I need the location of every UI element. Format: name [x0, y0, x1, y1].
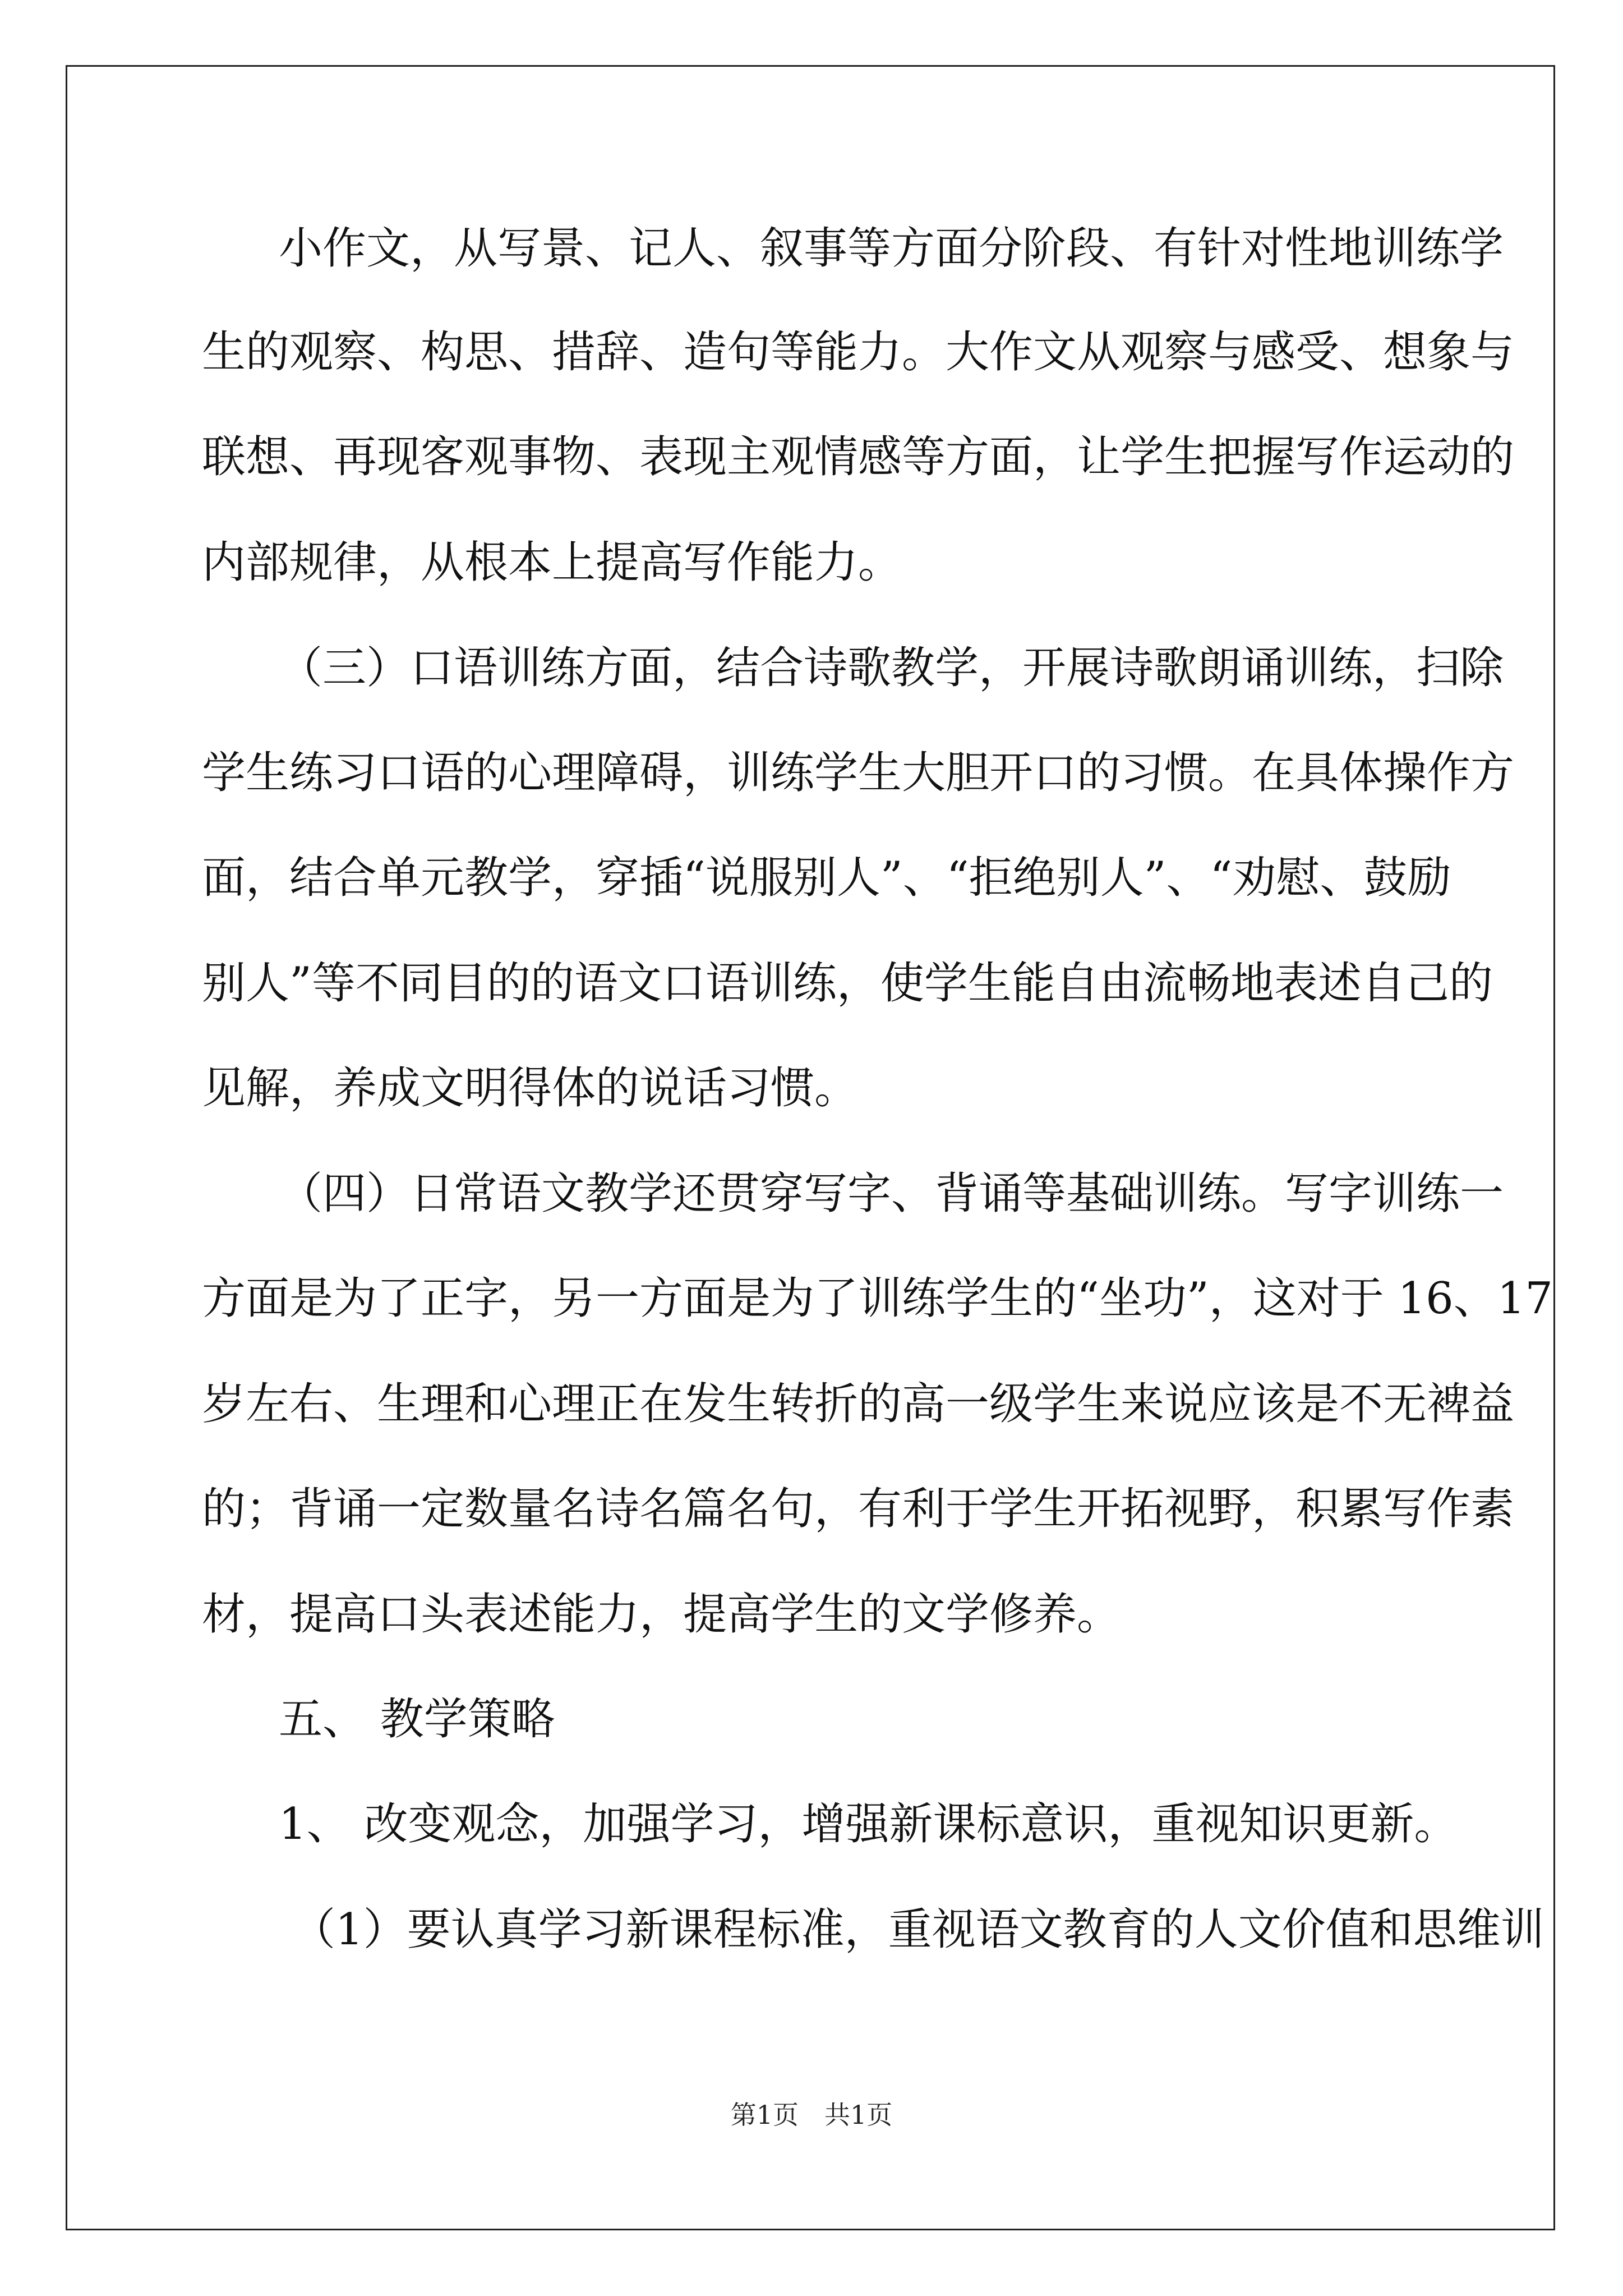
text-line: 岁左右、生理和心理正在发生转折的高一级学生来说应该是不无裨益 — [202, 1379, 1515, 1429]
text-line: 生的观察、构思、措辞、造句等能力。大作文从观察与感受、想象与 — [202, 327, 1515, 378]
text-line: （1）要认真学习新课程标准，重视语文教育的人文价值和思维训 — [292, 1904, 1544, 1955]
text-line: 1、 改变观念，加强学习，增强新课标意识，重视知识更新。 — [279, 1799, 1458, 1849]
text-line: 联想、再现客观事物、表现主观情感等方面，让学生把握写作运动的 — [202, 432, 1515, 482]
text-line: （三）口语训练方面，结合诗歌教学，开展诗歌朗诵训练，扫除 — [279, 643, 1504, 693]
text-line: （四）日常语文教学还贯穿写字、背诵等基础训练。写字训练一 — [279, 1168, 1504, 1219]
text-line: 材，提高口头表述能力，提高学生的文学修养。 — [202, 1589, 1121, 1640]
text-line: 别人”等不同目的的语文口语训练，使学生能自由流畅地表述自己的 — [202, 958, 1493, 1009]
text-line: 见解，养成文明得体的说话习惯。 — [202, 1063, 859, 1114]
text-line: 的；背诵一定数量名诗名篇名句，有利于学生开拓视野，积累写作素 — [202, 1484, 1515, 1534]
text-line: 学生练习口语的心理障碍，训练学生大胆开口的习惯。在具体操作方 — [202, 748, 1515, 798]
text-line: 五、 教学策略 — [279, 1694, 555, 1745]
text-line: 面，结合单元教学，穿插“说服别人”、“拒绝别人”、“劝慰、鼓励 — [202, 853, 1451, 903]
text-line: 小作文，从写景、记人、叙事等方面分阶段、有针对性地训练学 — [279, 223, 1504, 274]
text-line: 方面是为了正字，另一方面是为了训练学生的“坐功”，这对于 16、17 — [202, 1273, 1553, 1324]
page-footer: 第1页 共1页 — [730, 2100, 893, 2130]
text-line: 内部规律，从根本上提高写作能力。 — [202, 537, 902, 588]
